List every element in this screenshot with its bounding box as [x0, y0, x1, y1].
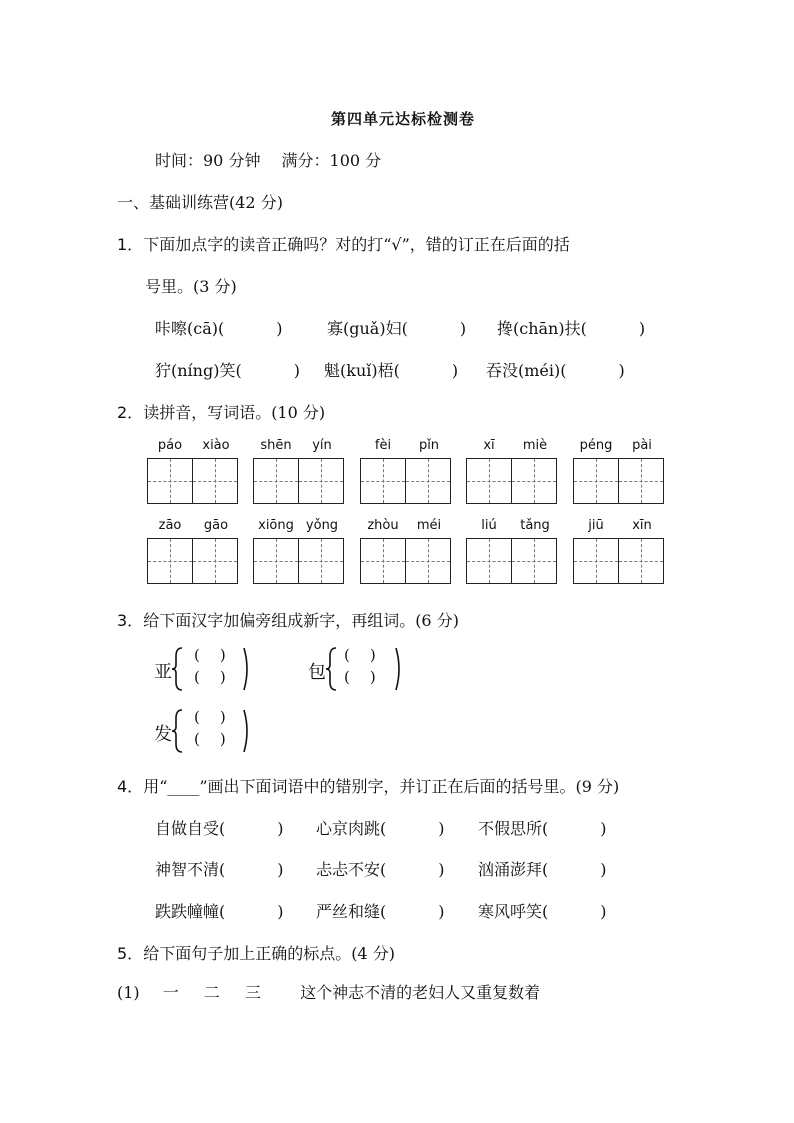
typo-item: 神智不清( )	[155, 860, 284, 879]
question-3	[117, 608, 459, 631]
writing-cell[interactable]	[512, 458, 557, 504]
radical-group	[308, 646, 418, 696]
pinyin-word-box[interactable]	[360, 518, 452, 584]
answer-slot[interactable]: ( )	[344, 668, 376, 686]
writing-cell[interactable]	[406, 538, 451, 584]
pinyin-word-box[interactable]	[147, 438, 239, 504]
section-heading: 一、基础训练营(42 分)	[117, 193, 283, 212]
base-char: 发	[154, 724, 172, 745]
pinyin: zhòu	[367, 518, 399, 533]
question-text: 读拼音，写词语。(10 分)	[143, 403, 326, 422]
writing-cell[interactable]	[299, 458, 344, 504]
typo-item: 自做自受( )	[155, 819, 284, 838]
typo-item: 严丝和缝( )	[316, 902, 445, 921]
pinyin: pài	[632, 438, 652, 453]
pinyin: shēn	[260, 438, 292, 453]
question-5	[117, 941, 395, 964]
pinyin: xīn	[632, 518, 652, 533]
pinyin-word-box[interactable]	[573, 518, 665, 584]
question-4	[117, 774, 619, 797]
question-number: 1．	[117, 235, 144, 254]
pinyin: gāo	[203, 518, 229, 533]
pinyin-word-box[interactable]	[360, 438, 452, 504]
pinyin: yín	[312, 438, 332, 453]
question-number: 2．	[117, 403, 144, 422]
writing-cell[interactable]	[573, 538, 619, 584]
writing-cell[interactable]	[253, 538, 299, 584]
writing-cell[interactable]	[147, 458, 193, 504]
typo-item: 汹涌澎拜( )	[478, 860, 607, 879]
writing-cell[interactable]	[299, 538, 344, 584]
pinyin-word-box[interactable]	[147, 518, 239, 584]
pinyin-word-box[interactable]	[466, 438, 558, 504]
typo-item: 寒风呼笑( )	[478, 902, 607, 921]
pron-item: 咔嚓(cā)( )	[155, 319, 283, 338]
writing-cell[interactable]	[193, 458, 238, 504]
writing-cell[interactable]	[253, 458, 299, 504]
typo-item: 忐忐不安( )	[316, 860, 445, 879]
writing-cell[interactable]	[406, 458, 451, 504]
question-text: 用“____”画出下面词语中的错别字，并订正在后面的括号里。(9 分)	[143, 777, 620, 796]
pron-item: 魁(kuǐ)梧( )	[324, 361, 459, 380]
writing-cell[interactable]	[573, 458, 619, 504]
writing-cell[interactable]	[147, 538, 193, 584]
pinyin: fèi	[374, 438, 392, 453]
question-text-cont: 号里。(3 分)	[145, 277, 237, 296]
writing-cell[interactable]	[512, 538, 557, 584]
sentence-1: (1) 一 二 三 这个神志不清的老妇人又重复数着	[117, 983, 541, 1002]
pinyin-word-box[interactable]	[253, 438, 345, 504]
left-brace-icon	[326, 646, 338, 692]
radical-group	[154, 646, 264, 696]
pinyin: pǐn	[418, 438, 440, 453]
radical-group	[154, 708, 264, 758]
writing-cell[interactable]	[360, 458, 406, 504]
pinyin: xī	[483, 438, 495, 453]
pron-item: 吞没(méi)( )	[486, 361, 625, 380]
base-char: 包	[308, 662, 326, 683]
pron-item: 搀(chān)扶( )	[497, 319, 646, 338]
pinyin: xiào	[202, 438, 230, 453]
answer-slot[interactable]: ( )	[194, 646, 226, 664]
typo-item: 跌跌幢幢( )	[155, 902, 284, 921]
answer-slot[interactable]: ( )	[194, 730, 226, 748]
exam-meta: 时间：90 分钟 满分：100 分	[155, 151, 382, 170]
pinyin: péng	[579, 438, 613, 453]
question-number: 3．	[117, 611, 144, 630]
writing-cell[interactable]	[360, 538, 406, 584]
left-brace-icon	[172, 646, 184, 692]
question-text: 给下面汉字加偏旁组成新字，再组词。(6 分)	[143, 611, 459, 630]
pron-item: 寡(guǎ)妇( )	[327, 319, 467, 338]
right-paren-icon	[242, 646, 252, 692]
pinyin-word-box[interactable]	[466, 518, 558, 584]
pinyin: tǎng	[520, 518, 550, 533]
answer-slot[interactable]: ( )	[194, 668, 226, 686]
page-title: 第四单元达标检测卷	[331, 110, 476, 128]
right-paren-icon	[242, 708, 252, 754]
pinyin-word-box[interactable]	[253, 518, 345, 584]
question-text: 给下面句子加上正确的标点。(4 分)	[143, 944, 395, 963]
pinyin: xiōng	[258, 518, 294, 533]
question-number: 5．	[117, 944, 144, 963]
pinyin-word-box[interactable]	[573, 438, 665, 504]
base-char: 亚	[154, 662, 172, 683]
left-brace-icon	[172, 708, 184, 754]
writing-cell[interactable]	[619, 538, 664, 584]
writing-cell[interactable]	[466, 458, 512, 504]
sub-number: (1)	[117, 983, 140, 1002]
writing-cell[interactable]	[193, 538, 238, 584]
pinyin: miè	[522, 438, 548, 453]
right-paren-icon	[394, 646, 404, 692]
answer-slot[interactable]: ( )	[194, 708, 226, 726]
typo-item: 不假思所( )	[478, 819, 607, 838]
typo-item: 心京肉跳( )	[316, 819, 445, 838]
pron-item: 狞(níng)笑( )	[155, 361, 300, 380]
question-text: 下面加点字的读音正确吗？对的打“√”，错的订正在后面的括	[143, 235, 570, 254]
pinyin: liú	[481, 518, 497, 533]
pinyin: páo	[157, 438, 183, 453]
writing-cell[interactable]	[466, 538, 512, 584]
answer-slot[interactable]: ( )	[344, 646, 376, 664]
question-2	[117, 400, 325, 423]
question-number: 4．	[117, 777, 144, 796]
pinyin: méi	[416, 518, 442, 533]
pinyin: yǒng	[305, 518, 339, 533]
writing-cell[interactable]	[619, 458, 664, 504]
pinyin: zāo	[158, 518, 182, 533]
pinyin: jiū	[588, 518, 604, 533]
question-1	[117, 232, 570, 255]
